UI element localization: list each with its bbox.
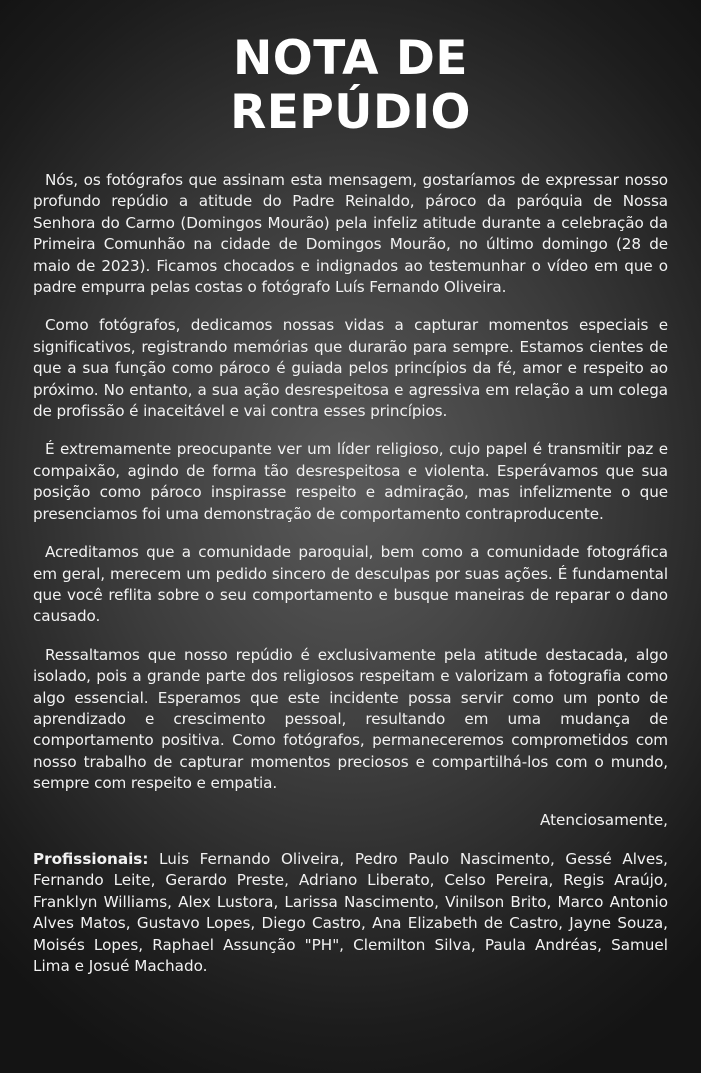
paragraph-1: Nós, os fotógrafos que assinam esta mensagem, gostaríamos de expressar nosso profundo repúdio a atitude do Padre Reinaldo, pároco da paróquia de Nossa Senhora do Carmo (Domingos Mourão) pela infeliz atitude durante a celebração da Primeira Comunhão na cidade de Domingos Mourão, no último domingo (28 de maio de 2023). Ficamos chocados e indignados ao testemunhar o vídeo em que o padre empurra pelas costas o fotógrafo Luís Fernando Oliveira. xyxy=(33,171,668,297)
note-body xyxy=(33,170,668,795)
closing-salutation: Atenciosamente, xyxy=(539,810,668,829)
signers-names: Luis Fernando Oliveira, Pedro Paulo Nascimento, Gessé Alves, Fernando Leite, Gerardo Preste, Adriano Liberato, Celso Pereira, Regis Araújo, Franklyn Williams, Alex Lustora, Larissa Nascimento, Vinilson Brito, Marco Antonio Alves Matos, Gustavo Lopes, Diego Castro, Ana Elizabeth de Castro, Jayne Souza, Moisés Lopes, Raphael Assunção "PH", Clemilton Silva, Paula Andréas, Samuel Lima e Josué Machado. xyxy=(33,849,669,975)
paragraph-2: Como fotógrafos, dedicamos nossas vidas a capturar momentos especiais e significativos, registrando memórias que durarão para sempre. Estamos cientes de que a sua função como pároco é guiada pelos princípios da fé, amor e respeito ao próximo. No entanto, a sua ação desrespeitosa e agressiva em relação a um colega de profissão é inaceitável e vai contra esses princípios. xyxy=(33,316,668,421)
signers-list xyxy=(33,849,668,977)
paragraph-5: Ressaltamos que nosso repúdio é exclusivamente pela atitude destacada, algo isolado, pois a grande parte dos religiosos respeitam e valorizam a fotografia como algo essencial. Esperamos que este incidente possa servir como um ponto de aprendizado e crescimento pessoal, resultando em uma mudança de comportamento positiva. Como fotógrafos, permaneceremos comprometidos com nosso trabalho de capturar momentos preciosos e compartilhá-los com o mundo, sempre com respeito e empatia. xyxy=(33,645,668,793)
paragraph-3: É extremamente preocupante ver um líder religioso, cujo papel é transmitir paz e compaixão, agindo de forma tão desrespeitosa e violenta. Esperávamos que sua posição como pároco inspirasse respeito e admiração, mas infelizmente o que presenciamos foi uma demonstração de comportamento contraproducente. xyxy=(33,440,668,523)
paragraph-4: Acreditamos que a comunidade paroquial, bem como a comunidade fotográfica em geral, merecem um pedido sincero de desculpas por suas ações. É fundamental que você reflita sobre o seu comportamento e busque maneiras de reparar o dano causado. xyxy=(33,543,668,626)
page-title xyxy=(33,32,668,140)
title-line-1: NOTA DE xyxy=(232,31,469,86)
title-line-2: REPÚDIO xyxy=(230,85,471,140)
signers-label: Profissionais: xyxy=(33,849,149,868)
